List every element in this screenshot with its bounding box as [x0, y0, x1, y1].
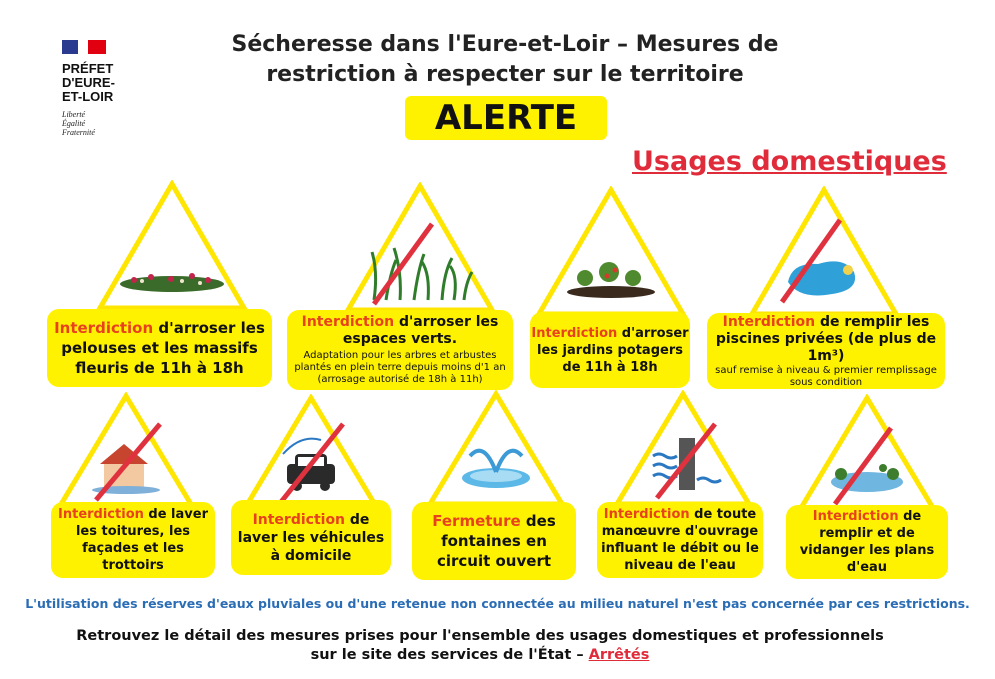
card-roofs [51, 502, 215, 578]
card-vehicles [231, 500, 391, 575]
house-icon [56, 392, 196, 510]
card-fountains [412, 502, 576, 580]
card-text: de remplir et de vidanger les plans d'eau [799, 509, 935, 575]
card-keyword: Interdiction [54, 319, 154, 337]
card-keyword: Interdiction [812, 509, 899, 524]
fountain-icon [426, 390, 566, 508]
footer-line-1: Retrouvez le détail des mesures prises pour l'ensemble des usages domestiques et professionnels [76, 628, 884, 644]
card-text: des fontaines en circuit ouvert [436, 512, 556, 570]
rainwater-note: L'utilisation des réserves d'eaux pluviales ou d'une retenue non connectée au milieu naturel n'est pas concernée par ces restrictions. [25, 596, 970, 611]
card-text: de toute manœuvre d'ouvrage influant le débit ou le niveau de l'eau [601, 507, 759, 573]
card-note: Adaptation pour les arbres et arbustes plantés en plein terre depuis moins d'1 an (arrosage autorisé de 18h à 11h) [294, 350, 506, 385]
card-text: d'arroser les jardins potagers de 11h à 18h [537, 325, 689, 375]
card-text: de laver les véhicules à domicile [237, 511, 385, 564]
logo-motto: Liberté Égalité Fraternité [62, 110, 95, 137]
card-keyword: Interdiction [531, 325, 618, 341]
pool-icon [748, 186, 900, 318]
card-lawns [47, 309, 272, 387]
card-keyword: Interdiction [58, 507, 144, 522]
card-text: de remplir les piscines privées (de plus de 1m³) [715, 313, 937, 364]
car-wash-icon [241, 394, 381, 512]
marianne-flag-icon [62, 40, 106, 54]
pond-icon [797, 394, 937, 512]
footer-line-2 [40, 646, 920, 665]
page-title: Sécheresse dans l'Eure-et-Loir – Mesures de restriction à respecter sur le territoire [231, 32, 779, 87]
grass-icon [344, 182, 496, 314]
card-vegetable-gardens [530, 312, 690, 388]
dam-icon [613, 390, 753, 508]
card-text: de laver les toitures, les façades et les trottoirs [75, 507, 208, 573]
card-pools [707, 313, 945, 389]
card-keyword: Interdiction [722, 313, 816, 330]
logo-title: PRÉFET D'EURE- ET-LOIR [62, 61, 115, 104]
vegetable-garden-icon [535, 186, 687, 318]
arretes-link[interactable]: Arrêtés [588, 647, 650, 663]
card-note: sauf remise à niveau & premier remplissage sous condition [715, 364, 937, 388]
card-keyword: Interdiction [301, 314, 395, 330]
card-keyword: Interdiction [252, 511, 346, 528]
section-title: Usages domestiques [632, 146, 947, 177]
card-ponds [786, 505, 948, 579]
card-keyword: Interdiction [603, 507, 690, 522]
footer-line-2-text: sur le site des services de l'État – [310, 647, 589, 663]
card-text: d'arroser les pelouses et les massifs fleuris de 11h à 18h [61, 319, 265, 377]
prefet-logo [62, 40, 152, 137]
alert-badge: ALERTE [405, 96, 607, 140]
card-green-spaces [287, 310, 513, 390]
footer [40, 627, 920, 665]
card-dams [597, 502, 763, 578]
card-keyword: Fermeture [432, 512, 521, 530]
flowerbed-icon [96, 180, 248, 312]
card-text: d'arroser les espaces verts. [342, 314, 499, 347]
